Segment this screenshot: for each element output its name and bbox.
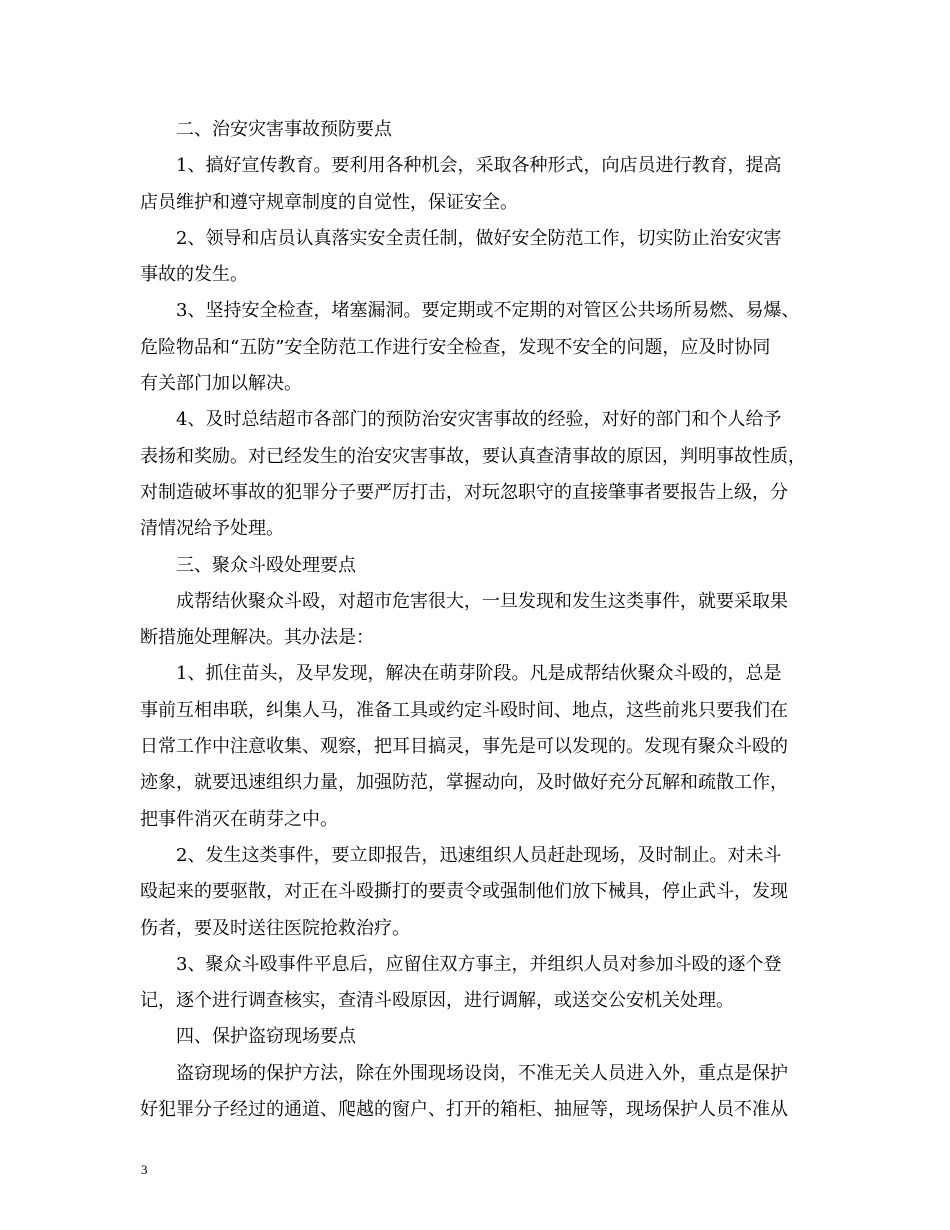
text-line: 2、领导和店员认真落实安全责任制，做好安全防范工作，切实防止治安灾害 [176,227,782,249]
text-line: 1、搞好宣传教育。要利用各种机会，采取各种形式，向店员进行教育，提高 [176,155,782,177]
text-line: 迹象，就要迅速组织力量，加强防范，掌握动向，及时做好充分瓦解和疏散工作， [140,772,788,794]
text-line: 危险物品和“五防”安全防范工作进行安全检查，发现不安全的问题，应及时协同 [140,336,771,358]
text-line: 三、聚众斗殴处理要点 [176,554,356,576]
text-line: 3、坚持安全检查，堵塞漏洞。要定期或不定期的对管区公共场所易燃、易爆、 [176,300,800,322]
text-line: 记，逐个进行调查核实，查清斗殴原因，进行调解，或送交公安机关处理。 [140,990,734,1012]
text-line: 事故的发生。 [140,264,248,286]
text-line: 对制造破坏事故的犯罪分子要严厉打击，对玩忽职守的直接肇事者要报告上级，分 [140,481,788,503]
text-line: 伤者，要及时送往医院抢救治疗。 [140,917,410,939]
text-line: 4、及时总结超市各部门的预防治安灾害事故的经验，对好的部门和个人给予 [176,409,782,431]
text-line: 四、保护盗窃现场要点 [176,1026,356,1048]
text-line: 二、治安灾害事故预防要点 [176,119,392,140]
text-line: 成帮结伙聚众斗殴，对超市危害很大，一旦发现和发生这类事件，就要采取果 [176,590,788,612]
text-line: 店员维护和遵守规章制度的自觉性，保证安全。 [140,191,518,213]
text-line: 1、抓住苗头，及早发现，解决在萌芽阶段。凡是成帮结伙聚众斗殴的，总是 [176,663,782,685]
text-line: 表扬和奖励。对已经发生的治安灾害事故，要认真查清事故的原因，判明事故性质， [140,445,806,467]
text-line: 盗窃现场的保护方法，除在外围现场设岗，不准无关人员进入外，重点是保护 [176,1062,788,1084]
page-number: 3 [141,1162,148,1177]
text-line: 有关部门加以解决。 [140,373,302,395]
text-line: 殴起来的要驱散，对正在斗殴撕打的要责令或强制他们放下械具，停止武斗，发现 [140,881,788,903]
text-line: 事前互相串联，纠集人马，准备工具或约定斗殴时间、地点，这些前兆只要我们在 [140,699,788,721]
text-line: 断措施处理解决。其办法是： [140,627,374,649]
text-line: 3、聚众斗殴事件平息后，应留住双方事主，并组织人员对参加斗殴的逐个登 [176,953,782,975]
document-body [140,112,812,1128]
text-line: 把事件消灭在萌芽之中。 [140,808,338,830]
text-line: 清情况给予处理。 [140,518,284,540]
text-line: 2、发生这类事件，要立即报告，迅速组织人员赶赴现场，及时制止。对未斗 [176,844,782,866]
text-line: 好犯罪分子经过的通道、爬越的窗户、打开的箱柜、抽屉等，现场保护人员不准从 [140,1099,788,1121]
text-line: 日常工作中注意收集、观察，把耳目搞灵，事先是可以发现的。发现有聚众斗殴的 [140,736,788,758]
